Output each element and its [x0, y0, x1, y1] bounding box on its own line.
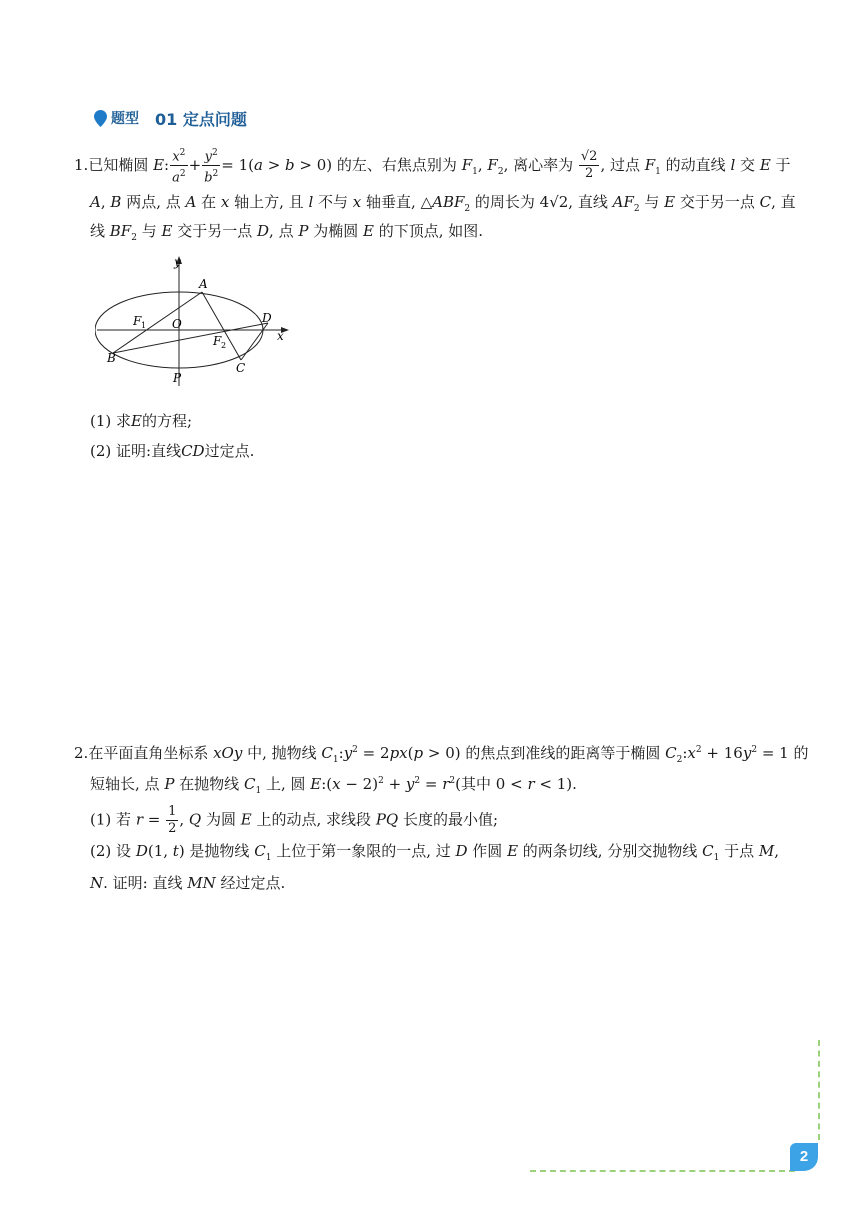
- label-D: D: [262, 311, 272, 325]
- label-P: P: [173, 371, 182, 385]
- problem1-line2: A, B 两点, 点 A 在 x 轴上方, 且 l 不与 x 轴垂直, $\triangle ABF_2$ 的周长为 4√2, 直线 $AF_2$ 与 E 交于另一点 C, 直: [90, 193, 796, 214]
- ellipse-figure: [95, 252, 295, 388]
- label-O: O: [172, 317, 182, 331]
- border-dash-horizontal: [530, 1170, 795, 1172]
- border-dash-vertical: [818, 1040, 820, 1140]
- label-F2: F: [213, 334, 222, 348]
- label-x: x: [277, 329, 284, 343]
- section-tag: 题型: [111, 111, 139, 127]
- label-C: C: [236, 361, 246, 375]
- page-number: 2: [790, 1143, 818, 1171]
- problem2-line1: 2.在平面直角坐标系 xOy 中, 抛物线 $C_1:y^2 = 2px(p > 0)$ 的焦点到准线的距离等于椭圆 $C_2:x^2 + 16y^2 = 1$ 的: [74, 744, 809, 765]
- problem2-line2: 短轴长, 点 P 在抛物线 $C_1$ 上, 圆 E:(x − $2)^2 + y^2 = r^2$(其中 0 < r < 1).: [90, 775, 577, 796]
- location-pin-icon: [94, 110, 107, 127]
- problem1-q2: (2) 证明:直线CD过定点.: [90, 442, 255, 460]
- problem1-q1: (1) 求E的方程;: [90, 412, 193, 430]
- problem1-line1: 1.已知椭圆 E: $\frac{x^2}{a^2}$ + $\frac{y^2}{b^2}$ = 1(a > b > 0) 的左、右焦点别为 $F_1$, $F_2$, 离心率为 $\frac{√2}{2}$ , 过点 $F_1$ 的动直线 l 交 E 于: [74, 145, 791, 187]
- section-heading: [94, 106, 247, 130]
- label-F2-sub: 2: [221, 341, 227, 350]
- problem2-q2: (2) 设 D(1, t) 是抛物线 $C_1$ 上位于第一象限的一点, 过 D 作圆 E 的两条切线, 分别交抛物线 $C_1$ 于点 M,: [90, 842, 780, 863]
- label-F1-sub: 1: [141, 321, 147, 330]
- problem1-line3: 线 $BF_2$ 与 E 交于另一点 D, 点 P 为椭圆 E 的下顶点, 如图.: [90, 222, 484, 243]
- label-B: B: [107, 351, 116, 365]
- problem2-q1: (1) 若 r = $\frac{1}{2}$ , Q 为圆 E 上的动点, 求线段 PQ 长度的最小值;: [90, 804, 499, 836]
- section-title: 01 定点问题: [155, 109, 247, 129]
- label-y: y: [174, 255, 181, 269]
- problem2-q2-cont: N. 证明: 直线 MN 经过定点.: [90, 874, 286, 892]
- label-A: A: [199, 277, 208, 291]
- label-F1: F: [133, 314, 142, 328]
